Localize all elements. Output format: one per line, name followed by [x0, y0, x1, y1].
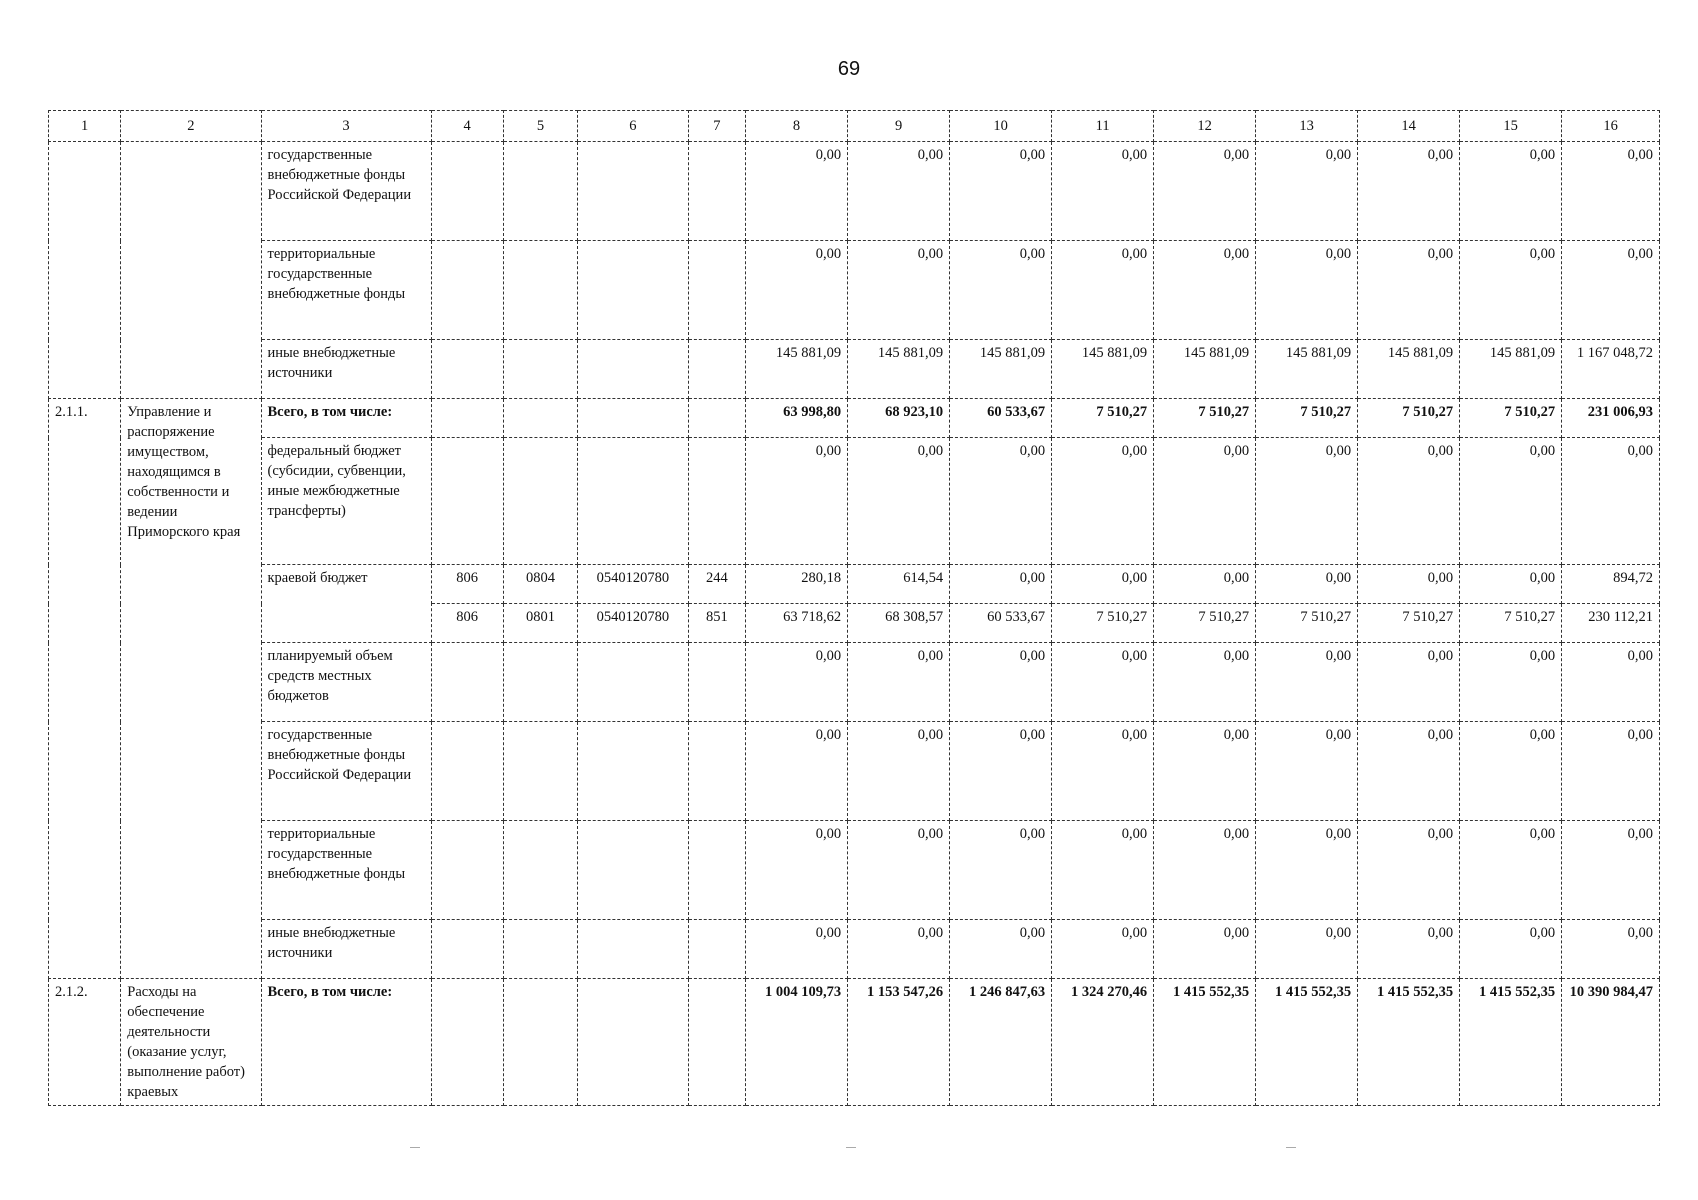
value-cell: 0,00 [848, 722, 950, 821]
value-cell: 0,00 [1256, 722, 1358, 821]
value-cell: 145 881,09 [1052, 340, 1154, 399]
value-cell: 0,00 [1460, 565, 1562, 604]
value-cell: 7 510,27 [1052, 399, 1154, 438]
value-cell: 7 510,27 [1460, 399, 1562, 438]
empty-cell [431, 643, 503, 722]
value-cell: 0,00 [848, 643, 950, 722]
empty-cell [503, 920, 577, 979]
value-cell: 7 510,27 [1052, 604, 1154, 643]
value-cell: 0,00 [1460, 438, 1562, 565]
value-cell: 0,00 [746, 821, 848, 920]
value-cell: 0,00 [1256, 565, 1358, 604]
value-cell: 7 510,27 [1256, 604, 1358, 643]
value-cell: 7 510,27 [1358, 399, 1460, 438]
column-number: 7 [688, 111, 745, 142]
empty-cell [503, 821, 577, 920]
value-cell: 1 004 109,73 [746, 979, 848, 1106]
value-cell: 0,00 [1562, 643, 1660, 722]
empty-cell [431, 340, 503, 399]
column-number-row [49, 111, 1660, 142]
value-cell: 145 881,09 [848, 340, 950, 399]
value-cell: 7 510,27 [1460, 604, 1562, 643]
code-cell: 244 [688, 565, 745, 604]
table-row [49, 821, 1660, 920]
value-cell: 894,72 [1562, 565, 1660, 604]
value-cell: 1 324 270,46 [1052, 979, 1154, 1106]
value-cell: 0,00 [1256, 821, 1358, 920]
value-cell: 63 998,80 [746, 399, 848, 438]
empty-cell [688, 241, 745, 340]
value-cell: 0,00 [950, 241, 1052, 340]
empty-cell [578, 920, 689, 979]
column-number: 16 [1562, 111, 1660, 142]
value-cell: 0,00 [1052, 565, 1154, 604]
value-cell: 0,00 [1052, 438, 1154, 565]
value-cell: 0,00 [1460, 142, 1562, 241]
code-cell: 806 [431, 565, 503, 604]
row-label: территориальные государственные внебюджетные фонды [261, 821, 431, 920]
value-cell: 60 533,67 [950, 604, 1052, 643]
empty-cell [578, 241, 689, 340]
total-label: Всего, в том числе: [261, 399, 431, 438]
empty-cell [578, 142, 689, 241]
empty-cell [503, 142, 577, 241]
value-cell: 0,00 [1358, 920, 1460, 979]
value-cell: 0,00 [1256, 643, 1358, 722]
value-cell: 0,00 [1358, 438, 1460, 565]
table-row [49, 340, 1660, 399]
column-number: 3 [261, 111, 431, 142]
value-cell: 231 006,93 [1562, 399, 1660, 438]
table-row [49, 643, 1660, 722]
item-name: Расходы на обеспечение деятельности (оказание услуг, выполнение работ) краевых [121, 979, 261, 1106]
table-row [49, 920, 1660, 979]
row-label: государственные внебюджетные фонды Российской Федерации [261, 722, 431, 821]
empty-cell [688, 142, 745, 241]
empty-cell [688, 643, 745, 722]
value-cell: 0,00 [1052, 920, 1154, 979]
value-cell: 145 881,09 [1256, 340, 1358, 399]
value-cell: 0,00 [950, 142, 1052, 241]
empty-cell [431, 399, 503, 438]
value-cell: 1 415 552,35 [1358, 979, 1460, 1106]
empty-cell [431, 241, 503, 340]
code-cell: 0801 [503, 604, 577, 643]
row-label: территориальные государственные внебюджетные фонды [261, 241, 431, 340]
code-cell: 0804 [503, 565, 577, 604]
column-number: 1 [49, 111, 121, 142]
item-number: 2.1.1. [49, 399, 121, 979]
empty-cell [49, 142, 121, 399]
value-cell: 0,00 [746, 438, 848, 565]
value-cell: 68 308,57 [848, 604, 950, 643]
value-cell: 68 923,10 [848, 399, 950, 438]
value-cell: 0,00 [1460, 241, 1562, 340]
empty-cell [431, 920, 503, 979]
row-label: федеральный бюджет (субсидии, субвенции, иные межбюджетные трансферты) [261, 438, 431, 565]
value-cell: 0,00 [1256, 438, 1358, 565]
value-cell: 1 415 552,35 [1256, 979, 1358, 1106]
column-number: 4 [431, 111, 503, 142]
value-cell: 0,00 [1256, 241, 1358, 340]
value-cell: 60 533,67 [950, 399, 1052, 438]
budget-table [48, 110, 1660, 1106]
column-number: 5 [503, 111, 577, 142]
value-cell: 7 510,27 [1154, 604, 1256, 643]
value-cell: 0,00 [1052, 821, 1154, 920]
value-cell: 0,00 [1562, 142, 1660, 241]
column-number: 2 [121, 111, 261, 142]
table-row [49, 241, 1660, 340]
column-number: 10 [950, 111, 1052, 142]
empty-cell [431, 821, 503, 920]
code-cell: 806 [431, 604, 503, 643]
value-cell: 0,00 [848, 920, 950, 979]
empty-cell [688, 399, 745, 438]
column-number: 9 [848, 111, 950, 142]
value-cell: 145 881,09 [1358, 340, 1460, 399]
column-number: 15 [1460, 111, 1562, 142]
table-row [49, 722, 1660, 821]
value-cell: 0,00 [950, 920, 1052, 979]
value-cell: 280,18 [746, 565, 848, 604]
empty-cell [431, 722, 503, 821]
value-cell: 0,00 [1154, 722, 1256, 821]
empty-cell [503, 399, 577, 438]
code-cell: 851 [688, 604, 745, 643]
value-cell: 0,00 [1562, 241, 1660, 340]
value-cell: 0,00 [1256, 142, 1358, 241]
row-label: иные внебюджетные источники [261, 340, 431, 399]
value-cell: 0,00 [848, 142, 950, 241]
empty-cell [688, 722, 745, 821]
empty-cell [431, 438, 503, 565]
table-row-total [49, 399, 1660, 438]
scan-mark [846, 1147, 856, 1148]
value-cell: 1 415 552,35 [1154, 979, 1256, 1106]
table-row-total [49, 979, 1660, 1106]
value-cell: 0,00 [1562, 722, 1660, 821]
value-cell: 1 415 552,35 [1460, 979, 1562, 1106]
value-cell: 0,00 [746, 142, 848, 241]
value-cell: 0,00 [1358, 722, 1460, 821]
value-cell: 1 167 048,72 [1562, 340, 1660, 399]
value-cell: 0,00 [1460, 821, 1562, 920]
value-cell: 0,00 [950, 643, 1052, 722]
value-cell: 0,00 [1154, 920, 1256, 979]
value-cell: 0,00 [950, 821, 1052, 920]
value-cell: 0,00 [1358, 821, 1460, 920]
row-label: иные внебюджетные источники [261, 920, 431, 979]
value-cell: 0,00 [1358, 643, 1460, 722]
value-cell: 1 153 547,26 [848, 979, 950, 1106]
total-label: Всего, в том числе: [261, 979, 431, 1106]
column-number: 11 [1052, 111, 1154, 142]
value-cell: 0,00 [1460, 920, 1562, 979]
empty-cell [578, 821, 689, 920]
value-cell: 230 112,21 [1562, 604, 1660, 643]
value-cell: 0,00 [1562, 920, 1660, 979]
value-cell: 1 246 847,63 [950, 979, 1052, 1106]
item-name: Управление и распоряжение имуществом, находящимся в собственности и ведении Приморского края [121, 399, 261, 979]
table-row [49, 438, 1660, 565]
empty-cell [578, 722, 689, 821]
value-cell: 0,00 [950, 438, 1052, 565]
empty-cell [503, 438, 577, 565]
value-cell: 145 881,09 [950, 340, 1052, 399]
value-cell: 0,00 [1460, 722, 1562, 821]
value-cell: 7 510,27 [1154, 399, 1256, 438]
empty-cell [503, 241, 577, 340]
row-label: краевой бюджет [261, 565, 431, 643]
column-number: 6 [578, 111, 689, 142]
value-cell: 145 881,09 [1154, 340, 1256, 399]
value-cell: 0,00 [1562, 821, 1660, 920]
column-number: 13 [1256, 111, 1358, 142]
column-number: 12 [1154, 111, 1256, 142]
value-cell: 0,00 [746, 920, 848, 979]
value-cell: 614,54 [848, 565, 950, 604]
value-cell: 145 881,09 [1460, 340, 1562, 399]
page-number: 69 [837, 58, 861, 80]
table-row [49, 142, 1660, 241]
value-cell: 0,00 [746, 643, 848, 722]
empty-cell [503, 979, 577, 1106]
value-cell: 0,00 [848, 438, 950, 565]
code-cell: 0540120780 [578, 565, 689, 604]
code-cell: 0540120780 [578, 604, 689, 643]
value-cell: 7 510,27 [1256, 399, 1358, 438]
empty-cell [121, 142, 261, 399]
value-cell: 0,00 [1052, 722, 1154, 821]
value-cell: 0,00 [1358, 565, 1460, 604]
scan-mark [410, 1147, 420, 1148]
value-cell: 0,00 [1256, 920, 1358, 979]
value-cell: 0,00 [1154, 643, 1256, 722]
value-cell: 0,00 [1052, 241, 1154, 340]
value-cell: 0,00 [1562, 438, 1660, 565]
value-cell: 0,00 [848, 821, 950, 920]
empty-cell [578, 438, 689, 565]
value-cell: 0,00 [1358, 241, 1460, 340]
item-number: 2.1.2. [49, 979, 121, 1106]
empty-cell [503, 722, 577, 821]
value-cell: 0,00 [950, 565, 1052, 604]
value-cell: 7 510,27 [1358, 604, 1460, 643]
value-cell: 0,00 [1154, 438, 1256, 565]
row-label: планируемый объем средств местных бюджетов [261, 643, 431, 722]
value-cell: 0,00 [746, 722, 848, 821]
row-label: государственные внебюджетные фонды Российской Федерации [261, 142, 431, 241]
value-cell: 0,00 [950, 722, 1052, 821]
empty-cell [688, 979, 745, 1106]
empty-cell [578, 979, 689, 1106]
empty-cell [688, 438, 745, 565]
value-cell: 10 390 984,47 [1562, 979, 1660, 1106]
empty-cell [578, 399, 689, 438]
value-cell: 145 881,09 [746, 340, 848, 399]
scan-mark [1286, 1147, 1296, 1148]
empty-cell [688, 340, 745, 399]
empty-cell [431, 979, 503, 1106]
empty-cell [688, 920, 745, 979]
value-cell: 0,00 [1052, 142, 1154, 241]
value-cell: 0,00 [1154, 565, 1256, 604]
value-cell: 0,00 [1154, 241, 1256, 340]
value-cell: 0,00 [848, 241, 950, 340]
scan-marks [0, 1147, 1698, 1151]
value-cell: 0,00 [1154, 142, 1256, 241]
value-cell: 0,00 [1460, 643, 1562, 722]
empty-cell [578, 643, 689, 722]
empty-cell [503, 340, 577, 399]
value-cell: 63 718,62 [746, 604, 848, 643]
column-number: 8 [746, 111, 848, 142]
value-cell: 0,00 [1154, 821, 1256, 920]
column-number: 14 [1358, 111, 1460, 142]
table-row [49, 565, 1660, 604]
value-cell: 0,00 [1358, 142, 1460, 241]
empty-cell [431, 142, 503, 241]
empty-cell [688, 821, 745, 920]
value-cell: 0,00 [746, 241, 848, 340]
value-cell: 0,00 [1052, 643, 1154, 722]
empty-cell [503, 643, 577, 722]
empty-cell [578, 340, 689, 399]
